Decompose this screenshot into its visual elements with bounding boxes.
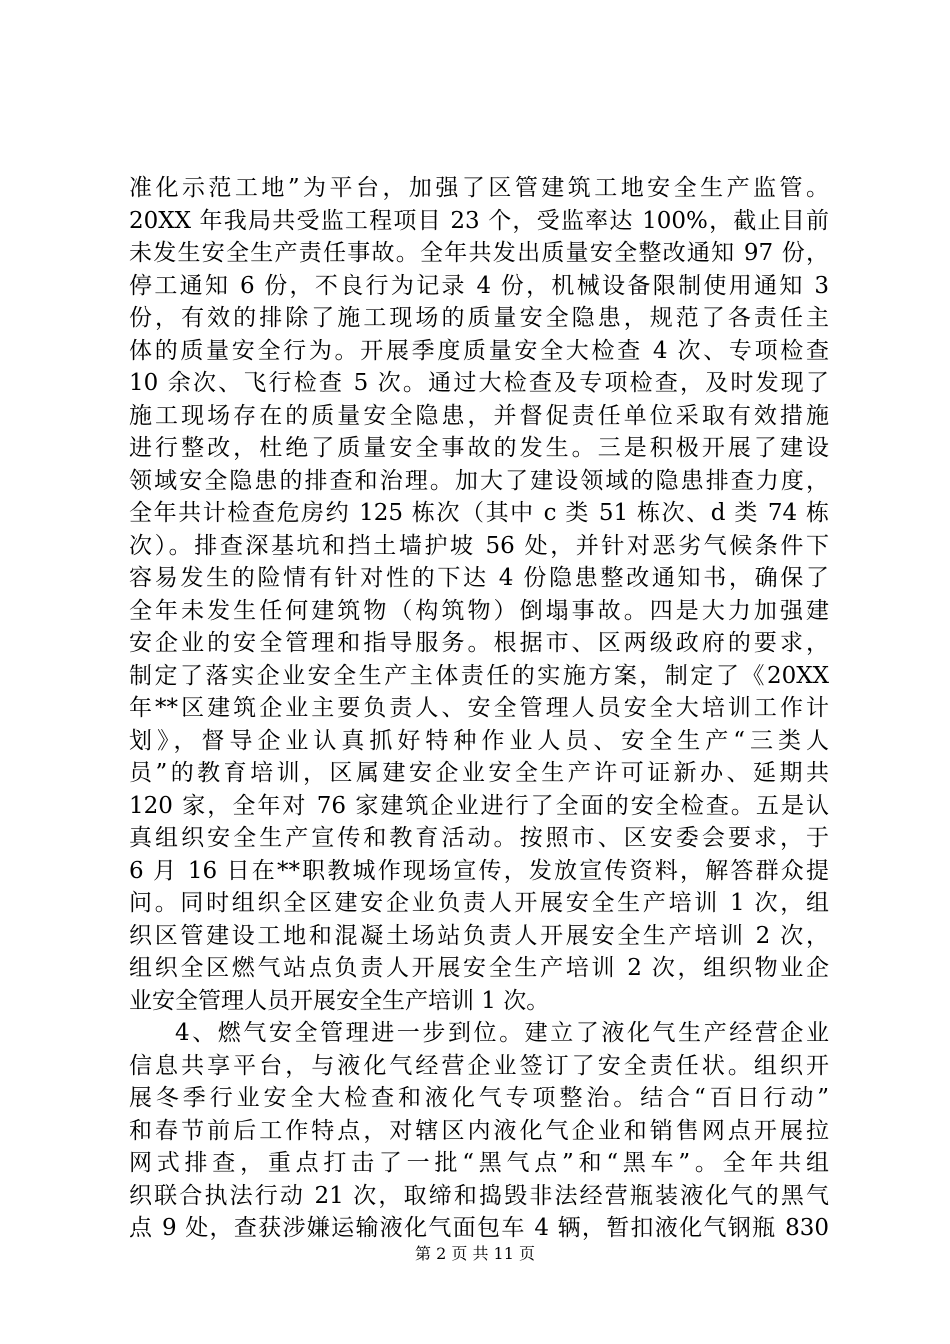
text-line: 和春节前后工作特点，对辖区内液化气企业和销售网点开展拉 <box>129 1117 829 1144</box>
text-line: 领域安全隐患的排查和治理。加大了建设领域的隐患排查力度， <box>129 467 829 494</box>
text-line: 组织全区燃气站点负责人开展安全生产培训 2 次，组织物业企 <box>129 955 829 981</box>
text-line: 施工现场存在的质量安全隐患，并督促责任单位采取有效措施 <box>129 402 829 429</box>
text-line: 10 余次、飞行检查 5 次。通过大检查及专项检查，及时发现了 <box>129 370 829 396</box>
text-line: 网式排查，重点打击了一批“黑气点”和“黑车”。全年共组 <box>129 1150 829 1176</box>
text-line: 6 月 16 日在**职教城作现场宣传，发放宣传资料，解答群众提 <box>129 857 829 884</box>
text-line: 份，有效的排除了施工现场的质量安全隐患，规范了各责任主 <box>129 305 829 331</box>
text-line: 年**区建筑企业主要负责人、安全管理人员安全大培训工作计 <box>129 695 829 721</box>
text-line: 织区管建设工地和混凝土场站负责人开展安全生产培训 2 次， <box>129 922 829 949</box>
text-line: 划》，督导企业认真抓好特种作业人员、安全生产“三类人 <box>129 727 829 754</box>
text-line: 点 9 处，查获涉嫌运输液化气面包车 4 辆，暂扣液化气钢瓶 830 <box>129 1215 829 1241</box>
text-line: 信息共享平台，与液化气经营企业签订了安全责任状。组织开 <box>129 1052 829 1079</box>
text-line: 120 家，全年对 76 家建筑企业进行了全面的安全检查。五是认 <box>129 792 829 819</box>
text-line: 安企业的安全管理和指导服务。根据市、区两级政府的要求， <box>129 630 829 656</box>
text-line: 全年未发生任何建筑物（构筑物）倒塌事故。四是大力加强建 <box>129 597 829 624</box>
text-line: 停工通知 6 份，不良行为记录 4 份，机械设备限制使用通知 3 <box>129 272 829 299</box>
page-number-footer: 第 2 页 共 11 页 <box>415 1244 535 1263</box>
text-line: 20XX 年我局共受监工程项目 23 个，受监率达 100%，截止目前 <box>129 207 829 234</box>
text-line: 问。同时组织全区建安企业负责人开展安全生产培训 1 次，组 <box>129 890 829 916</box>
text-line: 次）。排查深基坑和挡土墙护坡 56 处，并针对恶劣气候条件下 <box>129 532 829 559</box>
document-body <box>129 172 829 1245</box>
text-line: 全年共计检查危房约 125 栋次（其中 c 类 51 栋次、d 类 74 栋 <box>129 500 829 526</box>
text-line: 进行整改，杜绝了质量安全事故的发生。三是积极开展了建设 <box>129 435 829 461</box>
text-line: 制定了落实企业安全生产主体责任的实施方案，制定了《20XX <box>129 662 829 689</box>
text-line: 4、燃气安全管理进一步到位。建立了液化气生产经营企业 <box>175 1020 829 1046</box>
text-line: 业安全管理人员开展安全生产培训 1 次。 <box>129 987 550 1014</box>
text-line: 体的质量安全行为。开展季度质量安全大检查 4 次、专项检查 <box>129 337 829 364</box>
text-line: 员”的教育培训，区属建安企业安全生产许可证新办、延期共 <box>129 760 829 786</box>
text-line: 展冬季行业安全大检查和液化气专项整治。结合“百日行动” <box>129 1085 829 1111</box>
text-line: 准化示范工地”为平台，加强了区管建筑工地安全生产监管。 <box>129 175 829 201</box>
text-line: 容易发生的险情有针对性的下达 4 份隐患整改通知书，确保了 <box>129 565 829 591</box>
text-line: 未发生安全生产责任事故。全年共发出质量安全整改通知 97 份， <box>129 240 829 266</box>
text-line: 真组织安全生产宣传和教育活动。按照市、区安委会要求，于 <box>129 825 829 851</box>
text-line: 织联合执法行动 21 次，取缔和捣毁非法经营瓶装液化气的黑气 <box>129 1182 829 1209</box>
